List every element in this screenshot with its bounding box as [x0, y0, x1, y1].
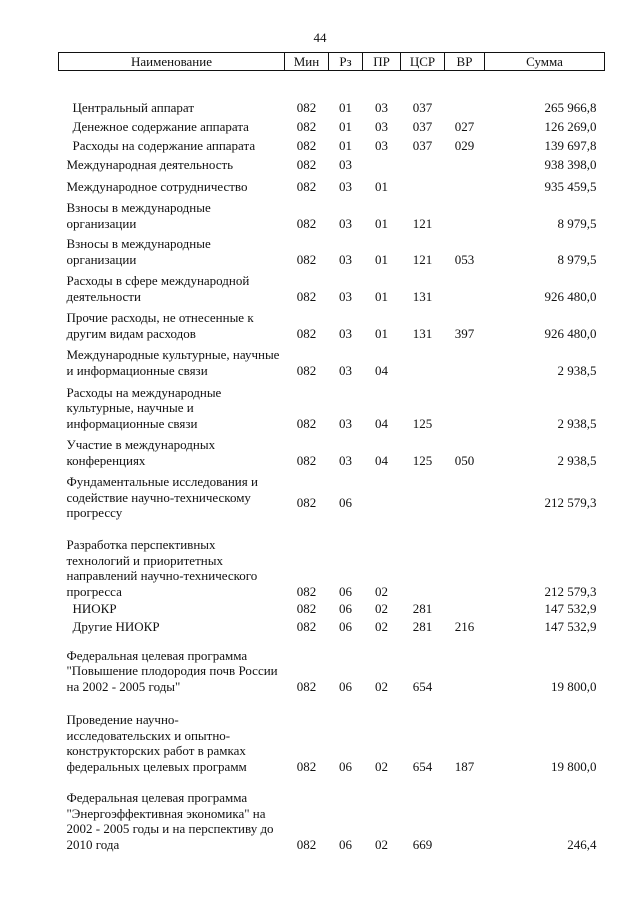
row-rz: 03: [339, 251, 352, 267]
row-csr: [401, 172, 445, 194]
row-csr: 037: [412, 118, 433, 134]
table-row: [59, 267, 605, 304]
row-min: 082: [296, 118, 317, 134]
row-pr: 02: [375, 618, 388, 634]
row-rz: 03: [339, 415, 352, 431]
page-number: 44: [313, 30, 327, 45]
row-rz: 03: [339, 325, 352, 341]
table-row: [59, 599, 605, 616]
row-rz: 03: [339, 452, 352, 468]
row-pr: 01: [375, 325, 388, 341]
row-vr: 187: [454, 758, 475, 774]
column-header-pr: ПР: [363, 53, 401, 71]
row-min: 082: [296, 415, 317, 431]
row-min: 082: [296, 836, 317, 852]
row-vr: [445, 599, 485, 616]
row-sum: 212 579,3: [544, 583, 597, 599]
row-min: 082: [296, 215, 317, 231]
row-vr: [445, 267, 485, 304]
row-vr: 029: [454, 137, 475, 153]
row-csr: 654: [412, 758, 433, 774]
row-rz: 03: [339, 362, 352, 378]
table-row: [59, 304, 605, 341]
row-csr: 281: [412, 600, 433, 616]
row-vr: 053: [454, 251, 475, 267]
row-min: 082: [296, 583, 317, 599]
row-vr: [445, 172, 485, 194]
row-csr: 281: [412, 618, 433, 634]
row-sum: 246,4: [567, 836, 597, 852]
row-vr: [445, 378, 485, 431]
row-vr: [445, 634, 485, 694]
row-pr: 01: [375, 251, 388, 267]
row-min: 082: [296, 325, 317, 341]
row-rz: 03: [339, 156, 352, 172]
table-row: [59, 694, 605, 774]
table-row: [59, 231, 605, 267]
row-name: Разработка перспективных технологий и приоритетных направлений научно-технического прогресса: [66, 537, 258, 599]
row-pr: 03: [375, 137, 388, 153]
row-rz: 01: [339, 99, 352, 115]
row-name: Прочие расходы, не отнесенные к другим видам расходов: [66, 310, 254, 341]
row-csr: [401, 525, 445, 599]
row-rz: 03: [339, 215, 352, 231]
column-header-min: Мин: [285, 53, 329, 71]
row-min: 082: [296, 362, 317, 378]
row-name: Расходы на международные культурные, научные и информационные связи: [66, 384, 222, 431]
column-header-name: Наименование: [59, 53, 285, 71]
row-sum: 139 697,8: [544, 137, 597, 153]
row-csr: 121: [412, 215, 433, 231]
budget-table: [58, 52, 605, 852]
row-sum: 19 800,0: [551, 678, 597, 694]
row-csr: 125: [412, 452, 433, 468]
row-pr: 01: [375, 288, 388, 304]
row-pr: 04: [375, 362, 388, 378]
row-csr: 037: [412, 137, 433, 153]
table-row: [59, 378, 605, 431]
table-row: [59, 431, 605, 468]
row-sum: 8 979,5: [557, 251, 597, 267]
row-sum: 926 480,0: [544, 288, 597, 304]
row-pr: 04: [375, 415, 388, 431]
row-name: Взносы в международные организации: [66, 200, 211, 231]
row-name: Международное сотрудничество: [66, 178, 248, 194]
row-vr: [445, 96, 485, 115]
row-min: 082: [296, 494, 317, 510]
row-vr: 397: [454, 325, 475, 341]
row-sum: 126 269,0: [544, 118, 597, 134]
row-sum: 2 938,5: [557, 415, 597, 431]
row-name: Расходы на содержание аппарата: [72, 137, 256, 153]
table-row: [59, 194, 605, 231]
row-name: Центральный аппарат: [72, 99, 195, 115]
table-row: [59, 115, 605, 134]
row-vr: [445, 774, 485, 852]
row-csr: 131: [412, 325, 433, 341]
row-csr: [401, 468, 445, 525]
row-name: НИОКР: [72, 600, 117, 616]
row-csr: 654: [412, 678, 433, 694]
row-rz: 06: [339, 758, 352, 774]
row-vr: [445, 194, 485, 231]
column-header-rz: Рз: [329, 53, 363, 71]
row-pr: 04: [375, 452, 388, 468]
row-csr: 131: [412, 288, 433, 304]
row-pr: 03: [375, 99, 388, 115]
column-header-vr: ВР: [445, 53, 485, 71]
row-name: Федеральная целевая программа "Энергоэффективная экономика" на 2002 - 2005 годы и на перспективу до 2010 года: [66, 790, 274, 852]
row-min: 082: [296, 251, 317, 267]
row-pr: 03: [375, 118, 388, 134]
row-rz: 06: [339, 494, 352, 510]
row-pr: 02: [375, 836, 388, 852]
column-header-sum: Сумма: [485, 53, 605, 71]
row-rz: 01: [339, 118, 352, 134]
row-min: 082: [296, 178, 317, 194]
table-row: [59, 774, 605, 852]
row-sum: 8 979,5: [557, 215, 597, 231]
row-name: Фундаментальные исследования и содействие научно-техническому прогрессу: [66, 474, 258, 520]
row-rz: 03: [339, 288, 352, 304]
row-rz: 06: [339, 583, 352, 599]
row-name: Федеральная целевая программа "Повышение плодородия почв России на 2002 - 2005 годы": [66, 647, 278, 694]
table-row: [59, 172, 605, 194]
row-min: 082: [296, 137, 317, 153]
row-csr: 669: [412, 836, 433, 852]
row-vr: [445, 525, 485, 599]
row-pr: 02: [375, 583, 388, 599]
row-sum: 19 800,0: [551, 758, 597, 774]
row-min: 082: [296, 758, 317, 774]
row-rz: 01: [339, 137, 352, 153]
row-csr: [401, 341, 445, 378]
row-sum: 926 480,0: [544, 325, 597, 341]
row-csr: 121: [412, 251, 433, 267]
column-header-csr: ЦСР: [401, 53, 445, 71]
table-row: [59, 134, 605, 153]
row-pr: 02: [375, 678, 388, 694]
row-min: 082: [296, 288, 317, 304]
row-vr: 216: [454, 618, 475, 634]
table-row: [59, 525, 605, 599]
row-csr: [401, 153, 445, 172]
row-sum: 2 938,5: [557, 362, 597, 378]
row-name: Международные культурные, научные и информационные связи: [66, 347, 280, 378]
table-row: [59, 634, 605, 694]
row-pr: [363, 153, 401, 172]
row-csr: 125: [412, 415, 433, 431]
row-vr: [445, 468, 485, 525]
row-pr: [363, 468, 401, 525]
row-name: Участие в международных конференциях: [66, 437, 216, 468]
row-vr: [445, 341, 485, 378]
table-row: [59, 616, 605, 634]
row-name: Денежное содержание аппарата: [72, 118, 249, 134]
row-csr: 037: [412, 99, 433, 115]
row-sum: 938 398,0: [544, 156, 597, 172]
row-sum: 265 966,8: [544, 99, 597, 115]
row-pr: 01: [375, 178, 388, 194]
row-rz: 06: [339, 600, 352, 616]
row-name: Проведение научно-исследовательских и опытно-конструкторских работ в рамках федеральных целевых программ: [66, 712, 247, 774]
row-vr: [445, 153, 485, 172]
row-sum: 147 532,9: [544, 600, 597, 616]
row-min: 082: [296, 156, 317, 172]
row-rz: 03: [339, 178, 352, 194]
table-row: [59, 468, 605, 525]
row-min: 082: [296, 452, 317, 468]
row-sum: 2 938,5: [557, 452, 597, 468]
table-row: [59, 341, 605, 378]
table-row: [59, 153, 605, 172]
row-sum: 212 579,3: [544, 494, 597, 510]
row-vr: 027: [454, 118, 475, 134]
row-min: 082: [296, 600, 317, 616]
row-pr: 02: [375, 600, 388, 616]
row-name: Международная деятельность: [66, 156, 234, 172]
row-rz: 06: [339, 836, 352, 852]
row-sum: 147 532,9: [544, 618, 597, 634]
spacer-row: [59, 71, 605, 97]
row-name: Взносы в международные организации: [66, 236, 211, 267]
row-min: 082: [296, 618, 317, 634]
table-row: [59, 96, 605, 115]
row-rz: 06: [339, 678, 352, 694]
row-rz: 06: [339, 618, 352, 634]
row-name: Расходы в сфере международной деятельности: [66, 273, 250, 304]
row-sum: 935 459,5: [544, 178, 597, 194]
budget-table-container: [58, 52, 604, 852]
row-vr: 050: [454, 452, 475, 468]
row-pr: 02: [375, 758, 388, 774]
row-name: Другие НИОКР: [72, 618, 160, 634]
row-min: 082: [296, 678, 317, 694]
row-pr: 01: [375, 215, 388, 231]
row-min: 082: [296, 99, 317, 115]
table-body: [59, 71, 605, 853]
table-header: [59, 53, 605, 71]
